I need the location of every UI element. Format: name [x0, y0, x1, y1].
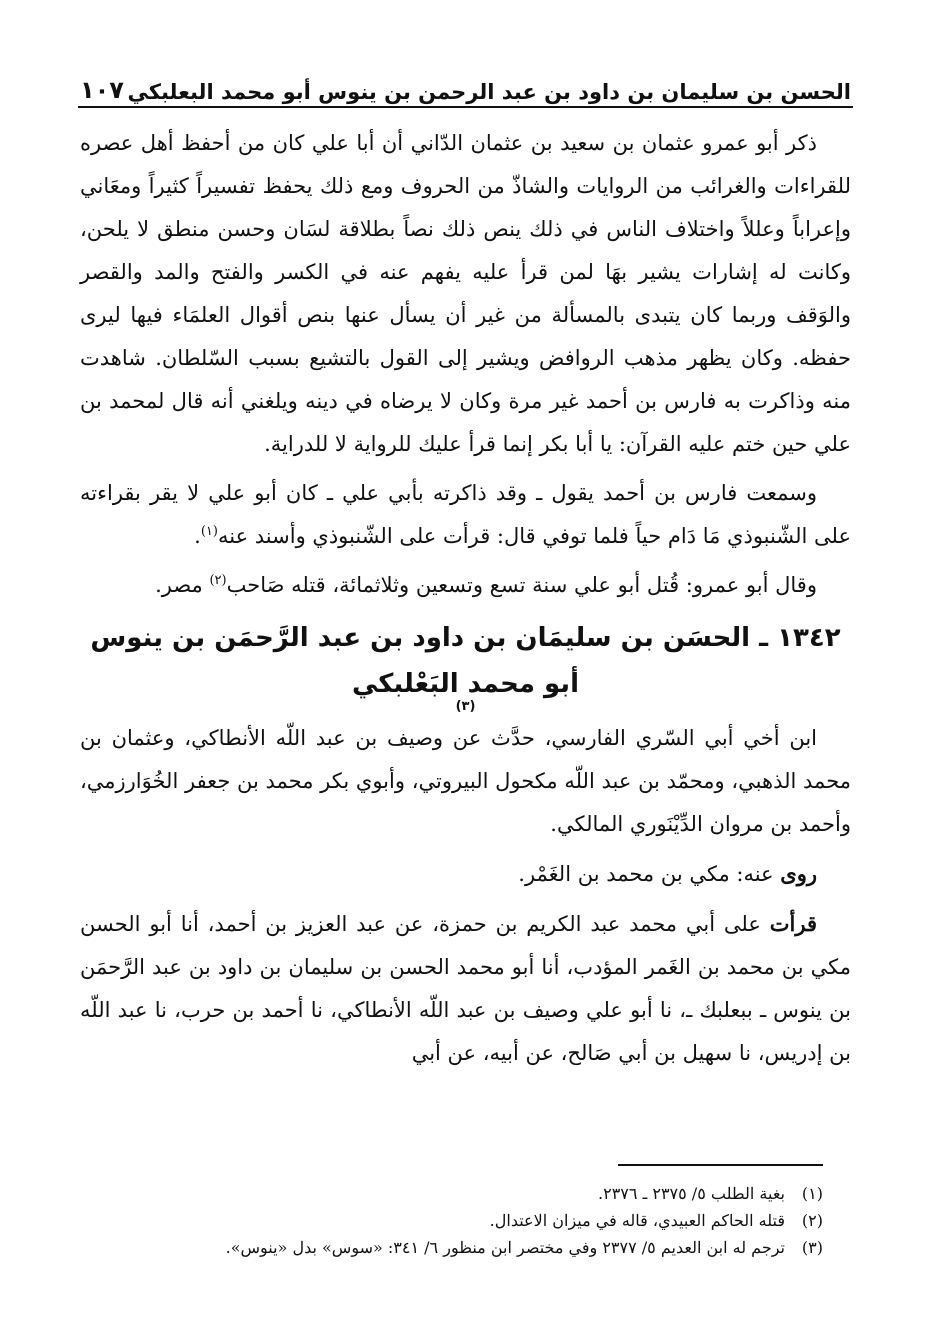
footnote-text: قتله الحاكم العبيدي، قاله في ميزان الاعتدال.	[489, 1211, 785, 1230]
entry-heading-name: أبو محمد البَعْلبكي	[352, 669, 579, 699]
paragraph-end: مصر.	[155, 573, 210, 597]
lead-word: قرأت	[769, 911, 817, 936]
footnote-text: بغية الطلب ٥/ ٢٣٧٥ ـ ٢٣٧٦.	[598, 1184, 785, 1203]
paragraph-narrators	[80, 852, 851, 896]
paragraph-dani-report: ذكر أبو عمرو عثمان بن سعيد بن عثمان الدّاني أن أبا علي كان من أحفظ أهل عصره للقراءات والغرائب من الروايات والشاذّ من الحروف ومع ذلك يحفظ تفسيراً كثيراً ومعَاني وإعراباً وعللاً واختلاف الناس في ذلك ينص ذلك نصاً بطلاقة لسَان وحسن منطق لا يلحن، وكانت له إشارات يشير بهَا لمن قرأ عليه يفهم عنه في الكسر والفتح والمد والقصر والوَقف وربما كان يتبدى بالمسألة من غير أن يسأل عنها بنص أقوال العلمَاء فيها ليرى حفظه. وكان يظهر مذهب الروافض ويشير إلى القول بالتشيع بسبب السّلطان. شاهدت منه وذاكرت به فارس بن أحمد غير مرة وكان لا يرضاه في دينه ويلغني أنه قال لمحمد بن علي حين ختم عليه القرآن: يا أبا بكر إنما قرأ عليك للرواية لا للدراية.	[80, 131, 851, 456]
paragraph-death-report	[80, 564, 851, 607]
main-text	[80, 122, 851, 1075]
footnote-rule	[618, 1164, 823, 1166]
paragraph-text: وسمعت فارس بن أحمد يقول ـ وقد ذاكرته بأبي علي ـ كان أبو علي لا يقر بقراءته على الشّنبوذي مَا دَام حياً فلما توفي قال: قرأت على الشّنبوذي وأسند عنه	[80, 481, 851, 548]
footnote-text: ترجم له ابن العديم ٥/ ٢٣٧٧ وفي مختصر ابن منظور ٦/ ٣٤١: «سوس» بدل «ينوس».	[225, 1238, 785, 1257]
entry-heading-line-1: ١٣٤٢ ـ الحسَن بن سليمَان بن داود بن عبد الرَّحمَن بن ينوس	[90, 623, 841, 653]
paragraph-text: عنه: مكي بن محمد بن الغَمْر.	[518, 862, 781, 886]
entry-heading	[80, 615, 851, 714]
paragraph-isnad	[80, 902, 851, 1075]
paragraph-teachers: ابن أخي أبي السّري الفارسي، حدَّث عن وصيف بن عبد اللّه الأنطاكي، وعثمان بن محمد الذهبي، ومحمّد بن عبد اللّه مكحول البيروتي، وأبوي بكر محمد بن جعفر الخُوَارزمي، وأحمد بن مروان الدِّيْنَوري المالكي.	[80, 726, 851, 836]
header-rule	[78, 106, 853, 108]
paragraph-end: .	[194, 524, 201, 548]
footnote-number: (٢)	[801, 1211, 823, 1230]
paragraph-faris-report	[80, 472, 851, 558]
footnote-mark-1: (١)	[200, 524, 218, 539]
paragraph-text: على أبي محمد عبد الكريم بن حمزة، عن عبد العزيز بن أحمد، أنا أبو الحسن مكي بن محمد بن الغَمر المؤدب، أنا أبو محمد الحسن بن سليمان بن داود بن عبد الرَّحمَن بن ينوس ـ ببعلبك ـ، نا أبو علي وصيف بن عبد اللّه الأنطاكي، نا أحمد بن حرب، نا عبد اللّه بن إدريس، نا سهيل بن أبي صَالح، عن أبيه، عن أبي	[80, 912, 851, 1065]
entry-heading-line-2: أبو محمد البَعْلبكي (٣)	[80, 661, 851, 707]
footnote-number: (٣)	[801, 1238, 823, 1257]
footnote-mark-2: (٢)	[209, 573, 227, 588]
footnote-3	[80, 1234, 823, 1261]
page-header	[80, 60, 851, 104]
paragraph-text: وقال أبو عمرو: قُتل أبو علي سنة تسع وتسعين وثلاثمائة، قتله صَاحب	[226, 573, 817, 597]
footnote-1	[80, 1180, 823, 1207]
running-head: الحسن بن سليمان بن داود بن عبد الرحمن بن ينوس أبو محمد البعلبكي	[127, 80, 851, 104]
page-number: ١٠٧	[80, 76, 124, 104]
lead-word: روى	[780, 861, 817, 886]
footnotes	[80, 1180, 823, 1261]
footnote-2	[80, 1207, 823, 1234]
footnote-number: (١)	[801, 1184, 823, 1203]
